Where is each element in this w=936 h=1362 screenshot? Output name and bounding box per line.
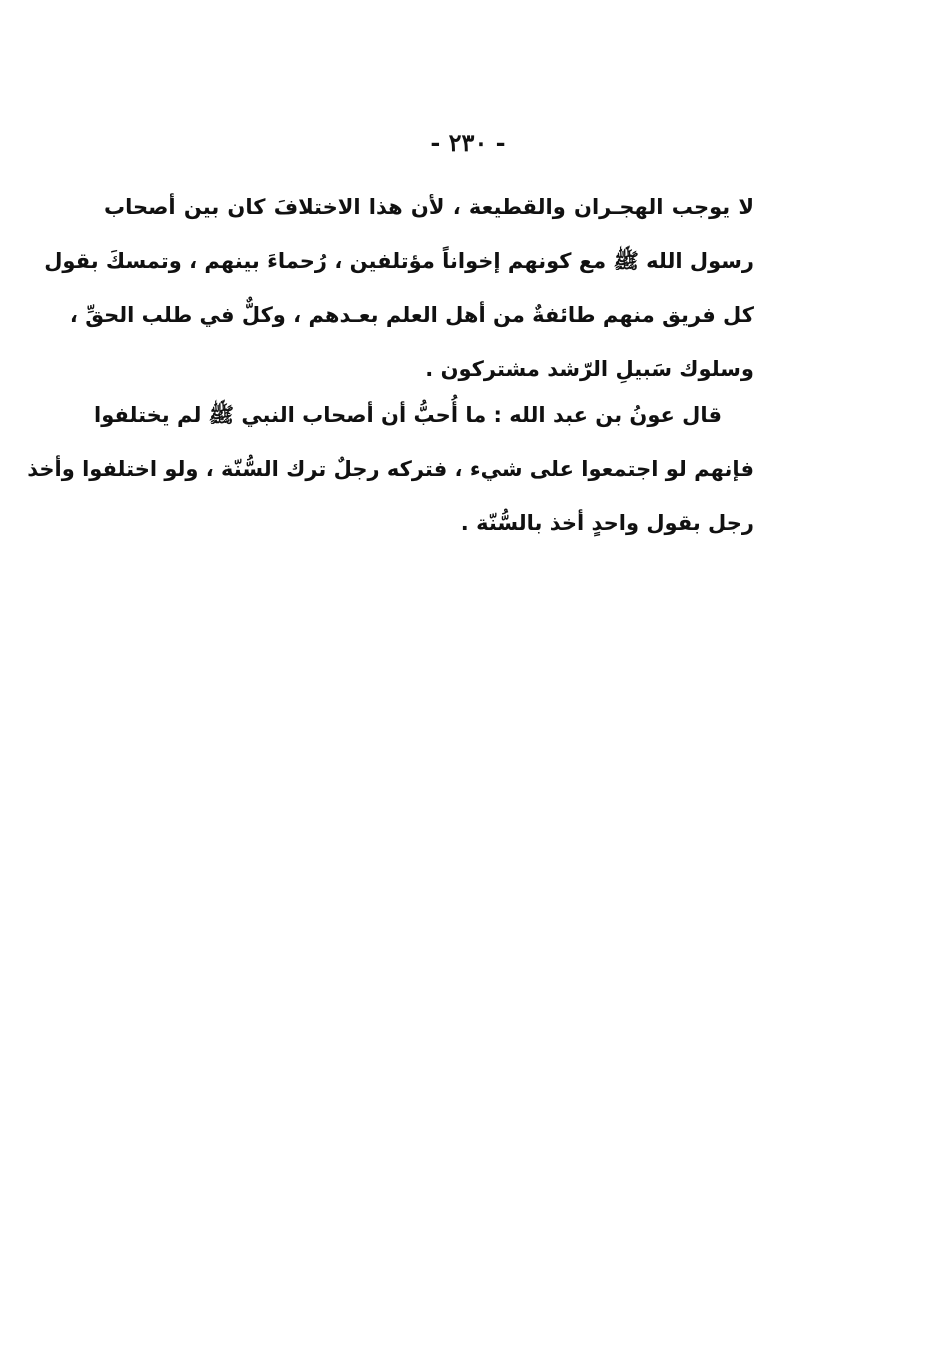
page-number: - ٢٣٠ -: [430, 128, 506, 157]
paragraph-2: [27, 388, 754, 550]
text-line: رجل بقول واحدٍ أخذ بالسُّنّة .: [460, 511, 754, 535]
text-line: لا يوجب الهجـران والقطيعة ، لأن هذا الاختلافَ كان بين أصحاب: [104, 195, 754, 219]
paragraph-1: [44, 180, 754, 396]
text-line: قال عونُ بن عبد الله : ما أُحبُّ أن أصحاب النبي ﷺ لم يختلفوا: [94, 403, 722, 427]
text-line: فإنهم لو اجتمعوا على شيء ، فتركه رجلٌ ترك السُّنّة ، ولو اختلفوا وأخذ: [27, 457, 754, 481]
text-line: كل فريق منهم طائفةٌ من أهل العلم بعـدهم ، وكلٌّ في طلب الحقِّ ،: [69, 303, 754, 327]
text-line: رسول الله ﷺ مع كونهم إخواناً مؤتلفين ، رُحماءَ بينهم ، وتمسكَ بقول: [44, 249, 754, 273]
text-line: وسلوك سَبيلِ الرّشد مشتركون .: [425, 357, 754, 381]
